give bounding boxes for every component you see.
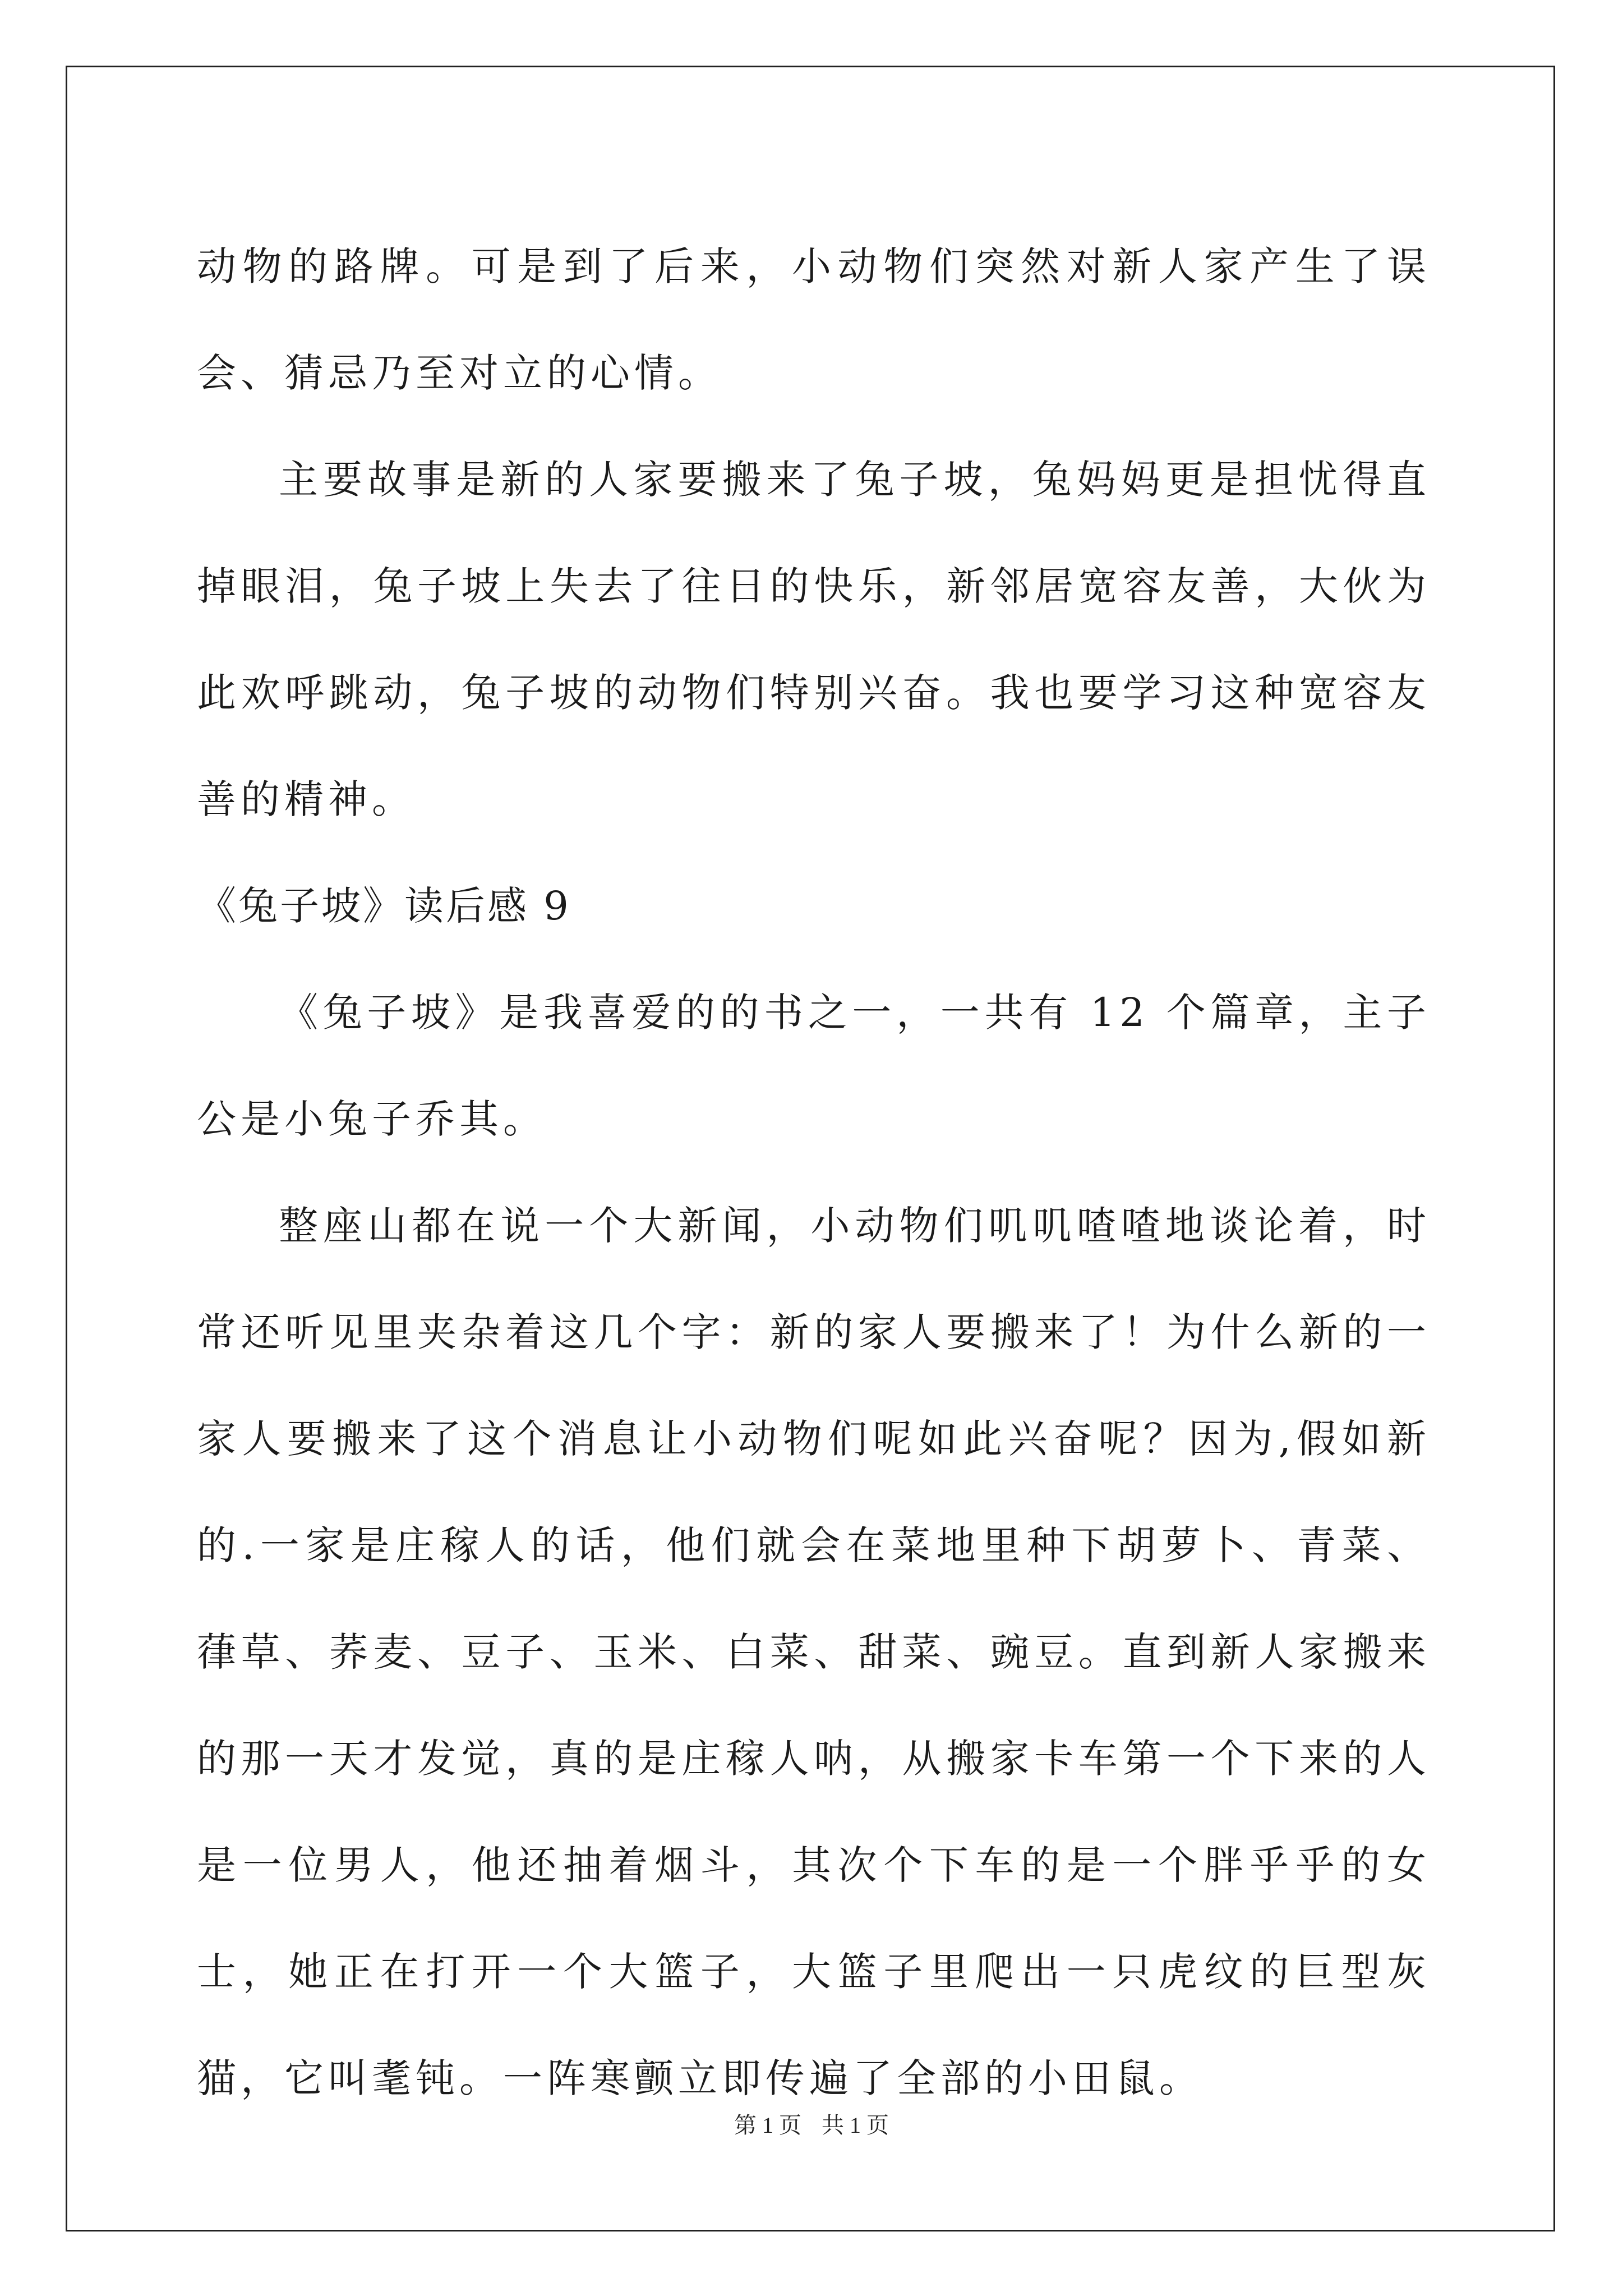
section-heading: 《兔子坡》读后感 9 (197, 883, 571, 929)
page-total: 共 1 页 (822, 2113, 889, 2138)
document-body (197, 213, 1431, 2132)
page-footer (0, 2108, 1623, 2139)
paragraph-continued: 动物的路牌。可是到了后来，小动物们突然对新人家产生了误会、猜忌乃至对立的心情。 (197, 243, 1431, 396)
paragraph-intro: 《兔子坡》是我喜爱的的书之一，一共有 12 个篇章，主子公是小兔子乔其。 (197, 990, 1431, 1142)
paragraph-story: 整座山都在说一个大新闻，小动物们叽叽喳喳地谈论着，时常还听见里夹杂着这几个字：新的家人要搬来了！为什么新的一家人要搬来了这个消息让小动物们呢如此兴奋呢？因为,假如新的.一家是庄稼人的话，他们就会在菜地里种下胡萝卜、青菜、葎草、荞麦、豆子、玉米、白菜、甜菜、豌豆。直到新人家搬来的那一天才发觉，真的是庄稼人呐，从搬家卡车第一个下来的人是一位男人，他还抽着烟斗，其次个下车的是一个胖乎乎的女士，她正在打开一个大篮子，大篮子里爬出一只虎纹的巨型灰猫，它叫耄钝。一阵寒颤立即传遍了全部的小田鼠。 (197, 1203, 1431, 2101)
page-number: 第 1 页 (734, 2113, 801, 2138)
paragraph-summary: 主要故事是新的人家要搬来了兔子坡，兔妈妈更是担忧得直掉眼泪，兔子坡上失去了往日的快乐，新邻居宽容友善，大伙为此欢呼跳动，兔子坡的动物们特别兴奋。我也要学习这种宽容友善的精神。 (197, 457, 1431, 822)
